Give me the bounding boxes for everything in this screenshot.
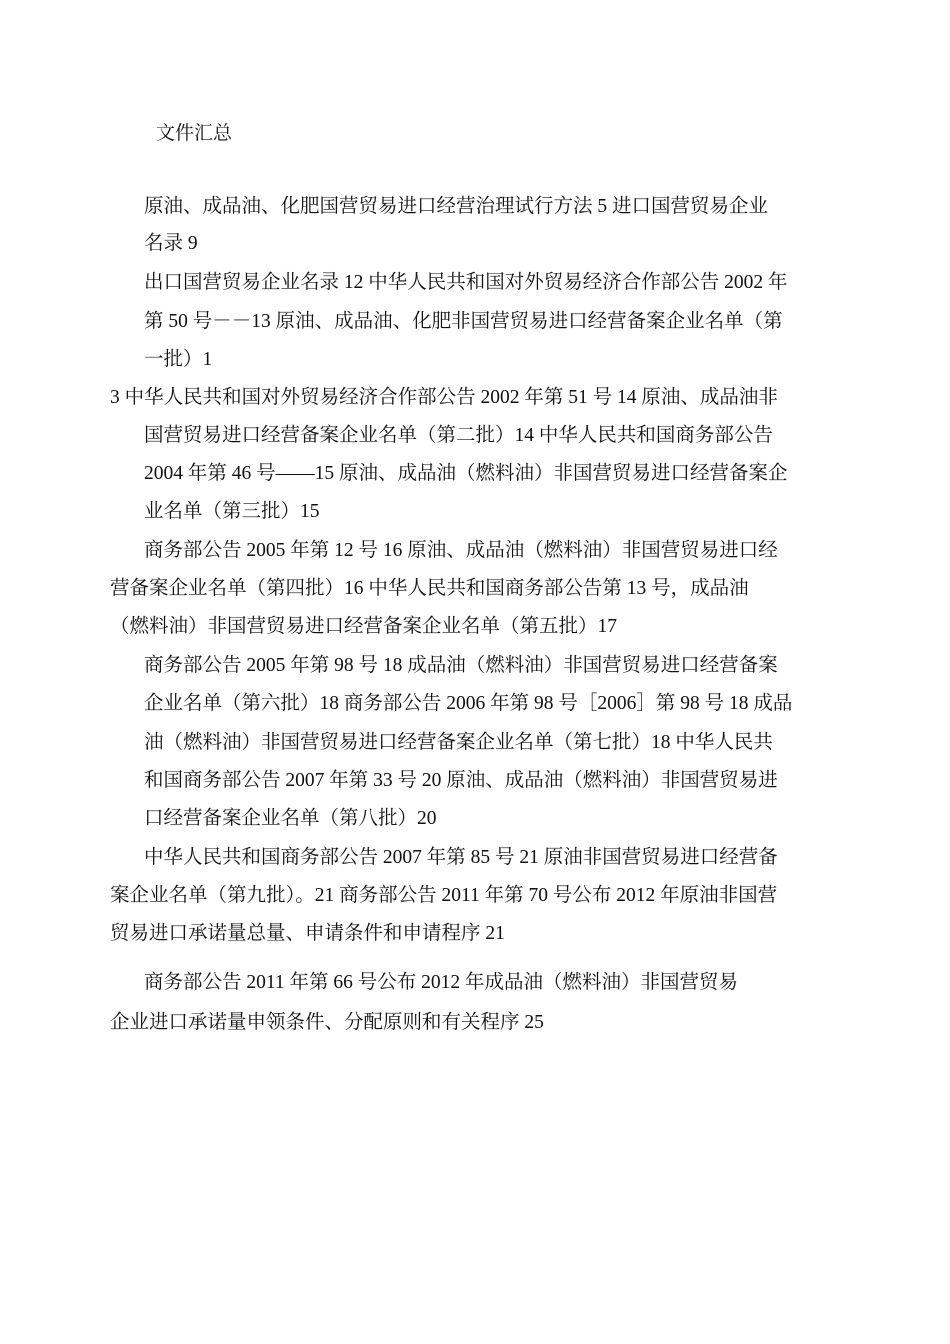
document-title: 文件汇总	[156, 122, 233, 144]
toc-line: 贸易进口承诺量总量、申请条件和申请程序 21	[110, 923, 505, 944]
toc-line: 国营贸易进口经营备案企业名单（第二批）14 中华人民共和国商务部公告	[144, 425, 773, 446]
toc-line: 出口国营贸易企业名录 12 中华人民共和国对外贸易经济合作部公告 2002 年	[144, 272, 788, 293]
toc-line: （燃料油）非国营贸易进口经营备案企业名单（第五批）17	[110, 616, 618, 637]
toc-line: 油（燃料油）非国营贸易进口经营备案企业名单（第七批）18 中华人民共	[144, 732, 773, 753]
toc-line: 和国商务部公告 2007 年第 33 号 20 原油、成品油（燃料油）非国营贸易进	[144, 770, 778, 791]
toc-line: 原油、成品油、化肥国营贸易进口经营治理试行方法 5 进口国营贸易企业	[144, 196, 769, 217]
toc-line: 业名单（第三批）15	[144, 501, 320, 522]
toc-line: 名录 9	[144, 233, 198, 254]
toc-line: 商务部公告 2005 年第 98 号 18 成品油（燃料油）非国营贸易进口经营备案	[144, 655, 778, 676]
toc-line: 3 中华人民共和国对外贸易经济合作部公告 2002 年第 51 号 14 原油、成品油非	[110, 387, 778, 408]
toc-line: 商务部公告 2005 年第 12 号 16 原油、成品油（燃料油）非国营贸易进口经	[144, 540, 778, 561]
toc-line: 商务部公告 2011 年第 66 号公布 2012 年成品油（燃料油）非国营贸易	[144, 972, 739, 993]
toc-line: 口经营备案企业名单（第八批）20	[144, 808, 437, 829]
toc-line: 一批）1	[144, 349, 213, 370]
toc-line: 营备案企业名单（第四批）16 中华人民共和国商务部公告第 13 号，成品油	[110, 578, 749, 599]
toc-line: 中华人民共和国商务部公告 2007 年第 85 号 21 原油非国营贸易进口经营备	[144, 847, 778, 868]
toc-line: 案企业名单（第九批）。21 商务部公告 2011 年第 70 号公布 2012 年原油非国营	[110, 885, 778, 906]
toc-line: 2004 年第 46 号——15 原油、成品油（燃料油）非国营贸易进口经营备案企	[144, 463, 788, 484]
toc-line: 第 50 号－－13 原油、成品油、化肥非国营贸易进口经营备案企业名单（第	[144, 311, 783, 332]
toc-line: 企业名单（第六批）18 商务部公告 2006 年第 98 号［2006］第 98 号 18 成品	[144, 693, 793, 714]
toc-line: 企业进口承诺量申领条件、分配原则和有关程序 25	[110, 1012, 544, 1033]
